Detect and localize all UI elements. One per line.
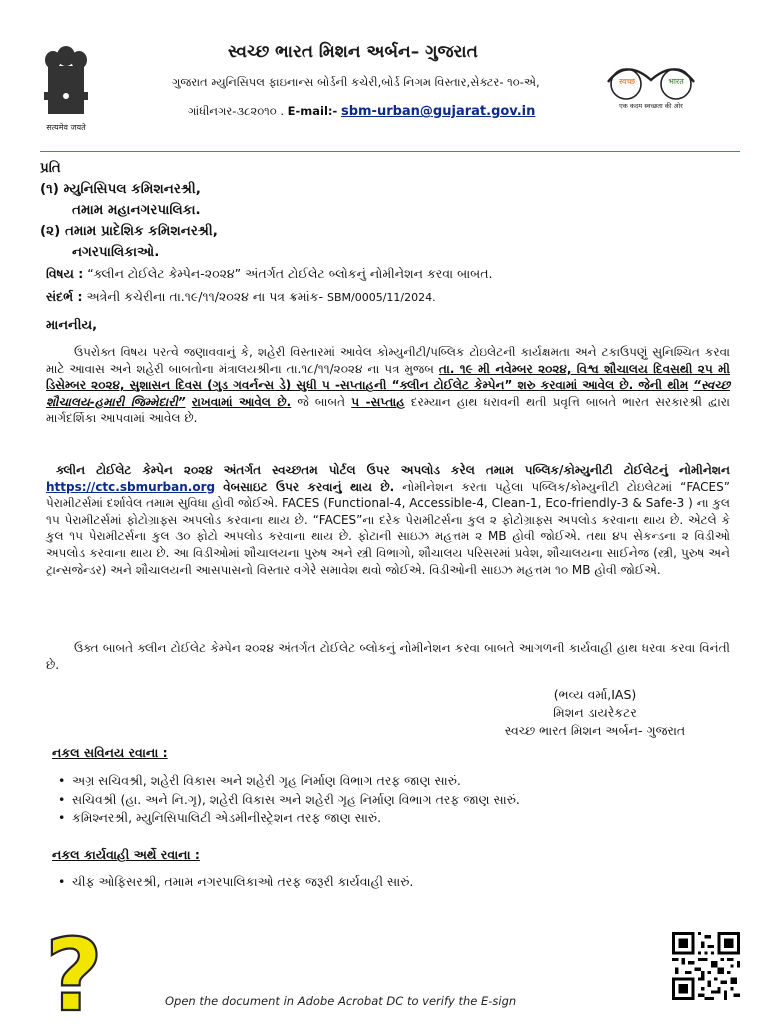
- salutation: માનનીય,: [46, 318, 98, 333]
- list-item: • ચીફ ઓફિસરશ્રી, તમામ નગરપાલિકાઓ તરફ જરૂરી કાર્યવાહી સારું.: [58, 873, 413, 892]
- paragraph-2: [46, 462, 730, 578]
- paragraph-3: [46, 640, 730, 673]
- reference-number: SBM/0005/11/2024.: [327, 291, 436, 304]
- list-item: • સચિવશ્રી (હા. અને નિ.ગૃ), શહેરી વિકાસ અને શહેરી ગૃહ નિર્માણ વિભાગ તરફ જાણ સારું.: [58, 791, 520, 810]
- signatory-name: (ભવ્ય વર્મા,IAS): [553, 687, 637, 702]
- para2-faces-details: નોમીનેશન કરતા પહેલા પબ્લિક/કોમ્યુનીટી ટોઇલેટમાં “FACES” પેરામીટર્સમાં દર્શાવેલ તમામ સુવિધા હોવી જોઈએ. FACES (Functional-4, Accessible-4, Clean-1, Eco-friendly-3 & Safe-3 ) ના કુલ ૧૫ પેરામીટર્સમાં ફોટોગ્રાફ્સ અપલોડ કરવાના થાય છે. “FACES”ના દરેક પેરામીટર્સના કુલ ૨ ફોટોગ્રાફ્સ અપલોડ કરવાના થાય છે. એટલે કે કુલ ૧૫ પેરામીટર્સના કુલ ૩૦ ફોટો અપલોડ કરવાના થાય છે. ફોટાની સાઇઝ મહત્તમ ૨ MB હોવી જોઈએ. તથા ૪૫ સેકન્ડના ૨ વિડીઓ અપલોડ કરવાના થાય છે. આ વિડીઓમાં શૌચાલયના પુરુષ અને સ્ત્રી વિભાગો, શૌચાલય પરિસરમાં પ્રવેશ, શૌચાલયના સાઈનેજ (સ્ત્રી, પુરુષ અને ટ્રાન્સજેન્ડર) અને શૌચાલયની આસપાસનો વિસ્તાર વગેરે સમાવેશ થવો જોઈએ. વિડીઓની સાઇઝ મહત્તમ ૧૦ MB હોવી જોઈએ.: [46, 479, 730, 577]
- para2-website-note: વેબસાઇટ ઉપર કરવાનું થાય છે.: [223, 479, 395, 494]
- prati-label: પ્રતિ: [40, 160, 61, 176]
- email-label: E-mail:-: [287, 104, 338, 118]
- esign-status-icon[interactable]: [34, 926, 114, 1018]
- subject-block: [46, 262, 492, 309]
- para2-intro: ક્લીન ટોઈલેટ કેમ્પેન ૨૦૨૪ અંતર્ગત સ્વચ્છતમ પોર્ટલ ઉપર અપલોડ કરેલ તમામ પબ્લિક/કોમ્યુનીટી ટોઈલેટનું નોમીનેશન: [56, 463, 730, 477]
- copy-info-list: [58, 772, 520, 828]
- para1-guidelines: દરમ્યાન હાથ ધરાવની થતી પ્રવૃત્તિ બાબતે ભારત સરકારશ્રી દ્વારા માર્ગદર્શિકા આપવામાં આવેલ છે.: [46, 394, 730, 426]
- list-item: • કમિશ્નરશ્રી, મ્યુનિસિપાલિટી એડમીનીસ્ટ્રેશન તરફ જાણ સારું.: [58, 809, 520, 828]
- subject-label: વિષય :: [46, 266, 84, 281]
- qr-code-icon: [672, 932, 740, 1000]
- addressee-line-2: તમામ મહાનગરપાલિકા.: [72, 202, 201, 218]
- office-title: સ્વચ્છ ભારત મિશન અર્બન– ગુજરાત: [228, 42, 478, 62]
- para1-campaign-dates: તા. ૧૯ મી નવેમ્બર ૨૦૨૪, વિશ્વ શૌચાલય દિવસથી ૨૫ મી ડિસેમ્બર ૨૦૨૪, સુશાસન દિવસ (ગુડ ગવર્નન્સ ડે) સુધી ૫ -સપ્તાહની “ક્લીન ટોઈલેટ કેમ્પેન” શરુ કરવામાં આવેલ છે. જેની થીમ: [46, 361, 730, 393]
- reference-text: અત્રેની કચેરીના તા.૧૯/૧૧/૨૦૨૪ ના પત્ર ક્રમાંક-: [86, 289, 324, 304]
- paragraph-1: [46, 344, 730, 427]
- para1-theme-note: રાખવામાં આવેલ છે.: [191, 394, 292, 409]
- subject-text: “ક્લીન ટોઈલેટ કેમ્પેન-૨૦૨૪” અંતર્ગત ટોઈલેટ બ્લોકનું નોમીનેશન કરવા બાબત.: [87, 266, 493, 281]
- reference-line: [46, 285, 492, 309]
- addressee-line-3: (૨) તમામ પ્રાદેશિક કમિશનરશ્રી,: [40, 223, 218, 239]
- addressee-block: [40, 158, 218, 263]
- ctc-portal-link[interactable]: https://ctc.sbmurban.org: [46, 479, 216, 494]
- question-mark-glyph: ?: [44, 926, 104, 1018]
- signatory-designation: મિશન ડાયરેકટર: [553, 705, 637, 720]
- para1-weeks: ૫ -સપ્તાહ: [351, 394, 405, 409]
- copy-info-heading: નકલ સવિનય રવાના :: [52, 745, 168, 760]
- emblem-motto: सत्यमेव जयते: [46, 123, 86, 132]
- copy-action-heading: નકલ કાર્યવાહી અર્થે રવાના :: [52, 847, 200, 862]
- para3-text: ઉક્ત બાબતે ક્લીન ટોઈલેટ કેમ્પેન ૨૦૨૪ અંતર્ગત ટોઈલેટ બ્લોકનું નોમીનેશન કરવા બાબતે આગળની કાર્યવાહી હાથ ધરવા કરવા વિનંતી છે.: [46, 641, 730, 672]
- national-emblem-icon: [34, 36, 98, 136]
- copy-action-list: [58, 873, 413, 892]
- para1-intro: ઉપરોક્ત વિષય પરત્વે જણાવવાનું કે, શહેરી વિસ્તારમાં આવેલ કોમ્યુનીટી/પબ્લિક ટોઇલેટની કાર્યક્ષમતા અને ટકાઉપણું સુનિશ્ચિત કરવા માટે આવાસ અને શહેરી બાબતોના મંત્રાલયશ્રીના તા.૧૮/૧૧/૨૦૨૪ ના પત્ર મુજબ: [46, 345, 730, 376]
- logo-tagline: एक कदम स्वच्छता की ओर: [619, 102, 683, 110]
- logo-text-right: भारत: [668, 77, 684, 86]
- para1-connector: જે બાબતે: [297, 394, 346, 409]
- office-city: ગાંધીનગર-૩૮૨૦૧૦ .: [188, 104, 284, 118]
- reference-label: સંદર્ભ :: [46, 289, 83, 304]
- logo-text-left: स्वच्छ: [618, 77, 636, 86]
- signatory-office: સ્વચ્છ ભારત મિશન અર્બન- ગુજરાત: [504, 723, 686, 738]
- esign-verify-note: Open the document in Adobe Acrobat DC to verify the E-sign: [165, 994, 517, 1008]
- swachh-bharat-logo: [596, 54, 706, 110]
- list-item: • અગ્ર સચિવશ્રી, શહેરી વિકાસ અને શહેરી ગૃહ નિર્માણ વિભાગ તરફ જાણ સારું.: [58, 772, 520, 791]
- office-address: ગુજરાત મ્યુનિસિપલ ફાઇનાન્સ બોર્ડની કચેરી,બોર્ડ નિગમ વિસ્તાર,સેક્ટર- ૧૦-એ,: [172, 75, 540, 89]
- para1-theme: “સ્વચ્છ શૌચાલય-હમારી જિમ્મેદારી”: [46, 378, 730, 409]
- signature-block: [460, 686, 730, 740]
- header-divider: [40, 151, 740, 152]
- addressee-line-4: નગરપાલિકાઓ.: [72, 244, 160, 260]
- office-contact: [188, 104, 535, 119]
- subject-line: [46, 262, 492, 285]
- email-link[interactable]: sbm-urban@gujarat.gov.in: [340, 104, 536, 119]
- addressee-line-1: (૧) મ્યુનિસિપલ કમિશનરશ્રી,: [40, 181, 201, 197]
